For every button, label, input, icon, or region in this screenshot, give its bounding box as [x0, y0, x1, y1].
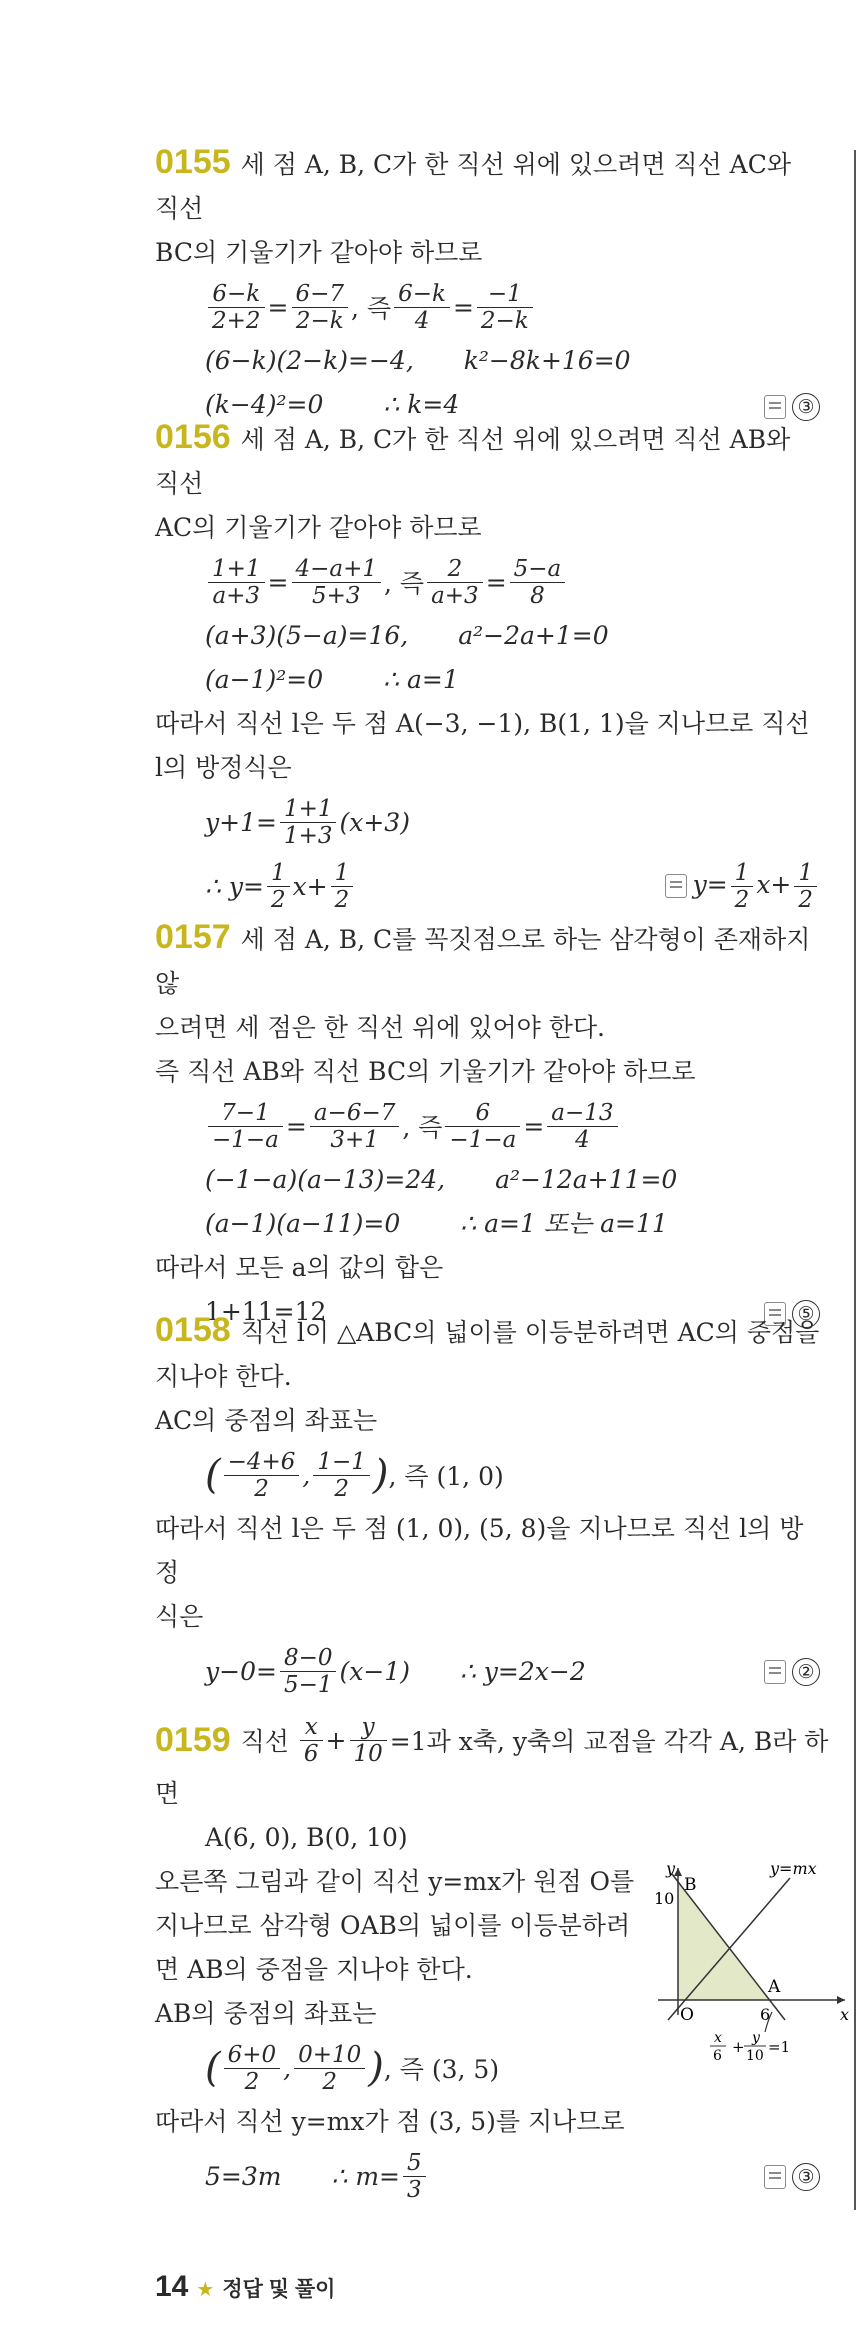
- problem-text: 식은: [155, 1602, 204, 1631]
- equation: y−0= $\frac{8-0}{5-1}$ (x−1) ∴ y=2x−2 ②: [155, 1639, 820, 1703]
- equation: (6−k)(2−k)=−4, k²−8k+16=0: [205, 346, 631, 375]
- svg-text:+: +: [732, 2038, 745, 2056]
- answer: ③: [764, 383, 820, 427]
- problem-text: 면: [155, 1779, 180, 1808]
- equation: y+1= $\frac{1+1}{1+3}$ (x+3): [205, 795, 410, 849]
- problem-text: l의 방정식은: [155, 753, 292, 782]
- problem-number: 0155: [155, 143, 231, 181]
- equation: $\frac{1+1}{a+3}$ = $\frac{4-a+1}{5+3}$ , 즉 $\frac{2}{a+3}$ = $\frac{5-a}{8}$: [155, 550, 820, 614]
- problem-text: 따라서 직선 l은 두 점 A(−3, −1), B(1, 1)을 지나므로 직선: [155, 709, 810, 738]
- answer-icon: [764, 2165, 786, 2189]
- problem-text: 직선 l이 △ABC의 넓이를 이등분하려면 AC의 중점을: [240, 1318, 820, 1347]
- equation: $\frac{6-k}{2+2}$ = $\frac{6-7}{2-k}$ , 즉 $\frac{6-k}{4}$ = $\frac{-1}{2-k}$: [155, 275, 820, 339]
- problem-number: 0157: [155, 918, 231, 956]
- equation: (a+3)(5−a)=16, a²−2a+1=0: [205, 621, 609, 650]
- answer: ③: [764, 2161, 820, 2192]
- problem-text: 세 점 A, B, C를 꼭짓점으로 하는 삼각형이 존재하지 않: [155, 925, 811, 998]
- origin-label: O: [680, 2005, 694, 2025]
- problem-text: 즉 직선 AB와 직선 BC의 기울기가 같아야 하므로: [155, 1057, 696, 1086]
- tick-10-label: 10: [654, 1889, 675, 1908]
- answer-icon: [665, 874, 687, 898]
- problem-text: 세 점 A, B, C가 한 직선 위에 있으려면 직선 AC와 직선: [155, 150, 791, 223]
- problem-number: 0158: [155, 1311, 231, 1349]
- answer: ⑤: [764, 1290, 820, 1334]
- svg-text:y: y: [752, 2030, 760, 2046]
- problem-text: 지나므로 삼각형 OAB의 넓이를 이등분하려: [155, 1911, 631, 1940]
- problem-text: AC의 기울기가 같아야 하므로: [155, 513, 482, 542]
- page-number: 14: [155, 2270, 189, 2303]
- equation: (a−1)²=0 ∴ a=1: [205, 665, 459, 694]
- equation: 1+11=12 ⑤: [155, 1290, 820, 1334]
- problem-0155: [155, 140, 820, 427]
- coordinates: A(6, 0), B(0, 10): [205, 1823, 408, 1852]
- equation: ( $\frac{6+0}{2}$ , $\frac{0+10}{2}$ ) , 즉 (3, 5): [205, 2041, 500, 2095]
- problem-text: 세 점 A, B, C가 한 직선 위에 있으려면 직선 AB와 직선: [155, 425, 791, 498]
- svg-text:6: 6: [713, 2048, 722, 2064]
- fraction: $\frac{-1}{2-k}$: [477, 281, 533, 334]
- footer-title: 정답 및 풀이: [222, 2278, 336, 2301]
- problem-number: 0159: [155, 1720, 231, 1759]
- x-axis-arrow-icon: [837, 1996, 845, 2004]
- problem-text: 면 AB의 중점을 지나야 한다.: [155, 1955, 473, 1984]
- equation: (−1−a)(a−13)=24, a²−12a+11=0: [205, 1165, 678, 1194]
- problem-0157: [155, 915, 820, 1334]
- problem-0159: 0159 직선 $\frac{x}{6}$ + $\frac{y}{10}$ =1과 x축, y축의 교점을 각각 A, B라 하 면 A(6, 0), B(0, 10) 오른쪽 그림과 같이 직선 y=mx가 원점 O를 지나므로 삼각형 OAB의 넓이를 이등분하려 면 AB의 중점을 지나야 한다. AB의 중점의 좌표는 ( $\frac{6+0}{2}$ , $\frac{0+10}{2}$ ) , 즉 (3, 5) 따라서 직선 y=mx가 점 (3, 5)를 지나므로 5=3m ∴ m= $\frac{5}{3}$ ③: [155, 1708, 820, 2208]
- svg-text:10: 10: [746, 2048, 764, 2064]
- x-axis-label: x: [840, 2005, 850, 2024]
- page-footer: [155, 2270, 335, 2304]
- fraction: $\frac{6-k}{4}$: [394, 281, 450, 334]
- problem-text: AB의 중점의 좌표는: [155, 1999, 377, 2028]
- problem-text: 오른쪽 그림과 같이 직선 y=mx가 원점 O를: [155, 1867, 635, 1896]
- svg-text:x: x: [714, 2030, 722, 2046]
- problem-text: 으려면 세 점은 한 직선 위에 있어야 한다.: [155, 1013, 605, 1042]
- problem-text: BC의 기울기가 같아야 하므로: [155, 238, 483, 267]
- star-icon: ★: [196, 2279, 215, 2301]
- problem-text: 지나야 한다.: [155, 1362, 292, 1391]
- svg-text:=1: =1: [768, 2038, 791, 2056]
- fraction: $\frac{6-7}{2-k}$: [292, 281, 349, 334]
- answer: ②: [764, 1656, 820, 1687]
- tick-6-label: 6: [760, 2005, 771, 2024]
- problem-text: 따라서 직선 y=mx가 점 (3, 5)를 지나므로: [155, 2107, 625, 2136]
- equation: (k−4)²=0 ∴ k=4 ③: [155, 383, 820, 427]
- point-a-label: A: [768, 1977, 781, 1997]
- problem-text: 따라서 직선 l은 두 점 (1, 0), (5, 8)을 지나므로 직선 l의 방정: [155, 1514, 804, 1587]
- equation: 5=3m ∴ m= $\frac{5}{3}$ ③: [155, 2144, 820, 2208]
- problem-0156: [155, 415, 820, 918]
- equation: ∴ y= $\frac{1}{2}$ x+ $\frac{1}{2}$ y= $\frac{1}{2}$ x+ $\frac{1}{2}$: [155, 854, 820, 918]
- y-axis-label: y: [666, 1860, 676, 1878]
- equation: ( $\frac{-4+6}{2}$ , $\frac{1-1}{2}$ ) , 즉 (1, 0): [205, 1448, 504, 1502]
- y-axis-arrow-icon: [674, 1868, 682, 1876]
- point-b-label: B: [684, 1875, 697, 1895]
- problem-0158: [155, 1308, 820, 1703]
- answer: y= $\frac{1}{2}$ x+ $\frac{1}{2}$: [665, 860, 820, 913]
- answer-icon: [764, 1660, 786, 1684]
- line-y-mx-label: y=mx: [770, 1860, 817, 1878]
- problem-text: AC의 중점의 좌표는: [155, 1406, 378, 1435]
- problem-number: 0156: [155, 418, 231, 456]
- problem-text: 따라서 모든 a의 값의 합은: [155, 1253, 444, 1282]
- fraction: $\frac{6-k}{2+2}$: [208, 281, 265, 334]
- equation: (a−1)(a−11)=0 ∴ a=1 또는 a=11: [205, 1209, 668, 1238]
- triangle-graph: [640, 1860, 860, 2070]
- equation: $\frac{7-1}{-1-a}$ = $\frac{a-6-7}{3+1}$ , 즉 $\frac{6}{-1-a}$ = $\frac{a-13}{4}$: [155, 1094, 820, 1158]
